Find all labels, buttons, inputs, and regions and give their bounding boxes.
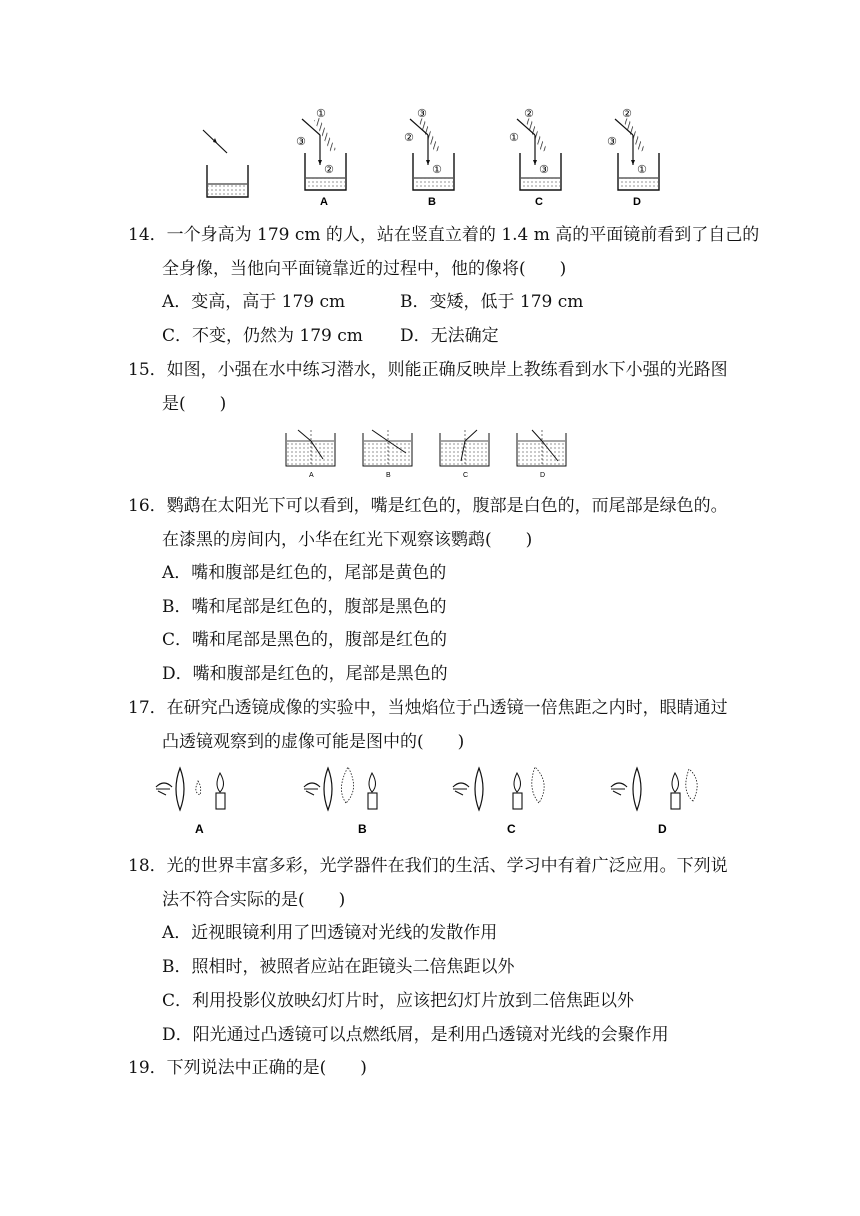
- reflection-refraction-figure: [195, 105, 665, 210]
- panel-label-b: B: [428, 196, 436, 208]
- figure-panel-d: [607, 108, 659, 208]
- question-19-line-1: 19．下列说法中正确的是( ): [128, 1058, 367, 1078]
- figure-panel-b: [404, 108, 454, 208]
- underwater-light-path-figure: [283, 427, 583, 482]
- light-path-panel-c: [440, 430, 489, 479]
- figure-panel-c: [509, 108, 561, 208]
- question-15-line-1: 15．如图，小强在水中练习潜水，则能正确反映岸上教练看到水下小强的光路图: [128, 360, 728, 380]
- lens-panel-a: [156, 768, 225, 836]
- mark-d-2: ③: [607, 136, 617, 148]
- light-path-label-b: B: [386, 472, 391, 479]
- lens-panel-b: [304, 767, 377, 836]
- lens-panel-d: [611, 768, 697, 836]
- question-18-option-a: A．近视眼镜利用了凹透镜对光线的发散作用: [162, 923, 498, 943]
- lens-label-b: B: [358, 822, 367, 836]
- convex-lens-image-figure: [150, 765, 710, 840]
- mark-c-2: ①: [509, 132, 519, 144]
- figure-panel-original: [203, 130, 248, 197]
- mark-a-3: ②: [324, 164, 334, 176]
- mark-d-1: ②: [622, 108, 632, 120]
- light-path-label-d: D: [540, 472, 546, 479]
- mark-d-3: ①: [637, 164, 647, 176]
- question-15-line-2: 是( ): [162, 394, 227, 414]
- question-18-line-2: 法不符合实际的是( ): [162, 890, 346, 910]
- question-14-line-2: 全身像，当他向平面镜靠近的过程中，他的像将( ): [162, 259, 567, 279]
- light-path-panel-a: [286, 430, 335, 479]
- panel-label-c: C: [535, 196, 543, 208]
- question-17-line-2: 凸透镜观察到的虚像可能是图中的( ): [162, 732, 465, 752]
- eye-icon: [453, 783, 469, 795]
- mark-c-3: ③: [539, 164, 549, 176]
- question-18-option-d: D．阳光通过凸透镜可以点燃纸屑，是利用凸透镜对光线的会聚作用: [162, 1025, 669, 1045]
- question-16-option-d: D．嘴和腹部是红色的，尾部是黑色的: [162, 664, 448, 684]
- eye-icon: [304, 783, 320, 795]
- lens-label-a: A: [195, 822, 204, 836]
- mark-a-2: ③: [296, 136, 306, 148]
- question-14-option-b: B．变矮，低于 179 cm: [400, 292, 584, 312]
- eye-icon: [611, 783, 627, 795]
- lens-label-c: C: [507, 822, 516, 836]
- light-path-label-a: A: [309, 472, 314, 479]
- question-18-option-c: C．利用投影仪放映幻灯片时，应该把幻灯片放到二倍焦距以外: [162, 991, 635, 1011]
- question-16-line-2: 在漆黑的房间内，小华在红光下观察该鹦鹉( ): [162, 530, 533, 550]
- mark-b-3: ①: [432, 164, 442, 176]
- question-14-option-d: D．无法确定: [400, 326, 499, 346]
- lens-label-d: D: [658, 822, 667, 836]
- question-16-option-b: B．嘴和尾部是红色的，腹部是黑色的: [162, 597, 447, 617]
- mark-a-1: ①: [316, 108, 326, 120]
- question-14-option-c: C．不变，仍然为 179 cm: [162, 326, 363, 346]
- question-18-option-b: B．照相时，被照者应站在距镜头二倍焦距以外: [162, 957, 515, 977]
- question-14-option-a: A．变高，高于 179 cm: [162, 292, 346, 312]
- question-14-line-1: 14．一个身高为 179 cm 的人，站在竖直立着的 1.4 m 高的平面镜前看到了自己的: [128, 225, 760, 245]
- mark-b-2: ②: [404, 132, 414, 144]
- eye-icon: [156, 783, 172, 795]
- mark-b-1: ③: [417, 108, 427, 120]
- question-16-option-c: C．嘴和尾部是黑色的，腹部是红色的: [162, 630, 448, 650]
- question-16-option-a: A．嘴和腹部是红色的，尾部是黄色的: [162, 563, 447, 583]
- question-18-line-1: 18．光的世界丰富多彩，光学器件在我们的生活、学习中有着广泛应用。下列说: [128, 856, 728, 876]
- mark-c-1: ②: [524, 108, 534, 120]
- light-path-panel-b: [363, 430, 412, 479]
- question-16-line-1: 16．鹦鹉在太阳光下可以看到，嘴是红色的，腹部是白色的，而尾部是绿色的。: [128, 496, 728, 516]
- panel-label-d: D: [633, 196, 641, 208]
- light-path-label-c: C: [463, 472, 469, 479]
- lens-panel-c: [453, 767, 544, 836]
- panel-label-a: A: [320, 196, 328, 208]
- figure-panel-a: [296, 108, 346, 208]
- light-path-panel-d: [517, 430, 566, 479]
- question-17-line-1: 17．在研究凸透镜成像的实验中，当烛焰位于凸透镜一倍焦距之内时，眼睛通过: [128, 698, 728, 718]
